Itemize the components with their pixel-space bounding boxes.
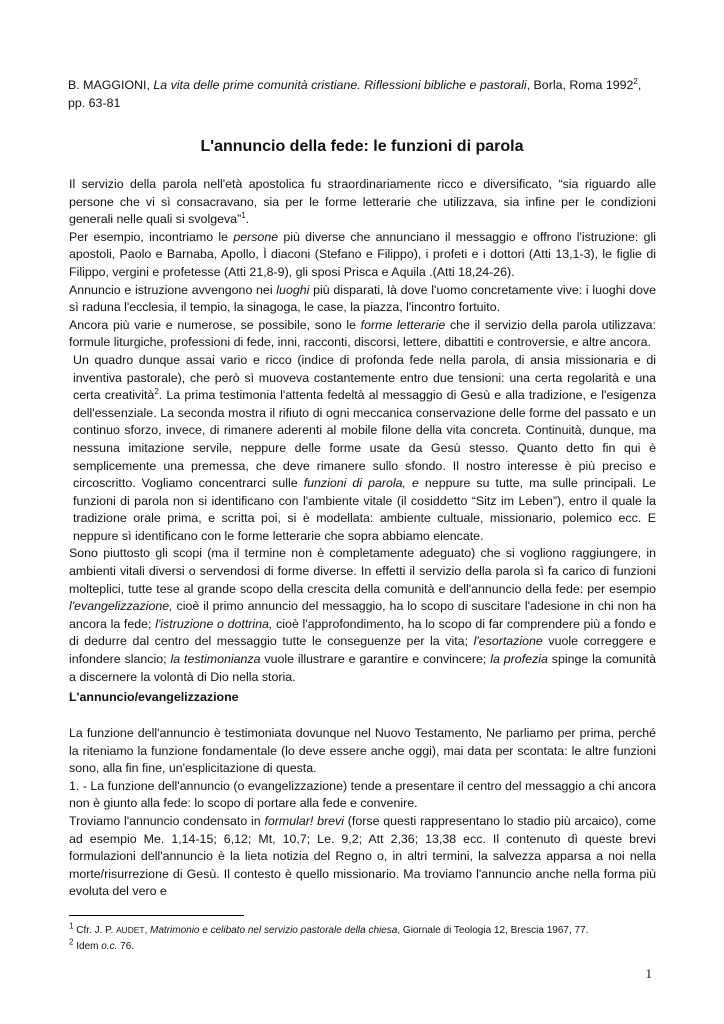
footnote-ref[interactable]: 2	[154, 387, 159, 396]
paragraph: Sono piuttosto gli scopi (ma il termine non è completamente adeguato) che si vogliono raggiungere, in ambienti vitali diversi o servendosi di forme diverse. In effetti il servizio della parola sì fa carico di funzioni molteplici, tutte tese al grande scopo della crescita della comunità e dell'annuncio della fede: per esempio l'evangelizzazione, cioè il primo annuncio del messaggio, ha lo scopo di suscitare l'adesione in chi non ha ancora la fede; l'istruzione o dottrina, cioè l'approfondimento, ha lo scopo di far comprendere più a fondo e di dedurre dal centro del messaggio tutte le conseguenze per la vita; l'esortazione vuole correggere e infondere slancio; la testimonianza vuole illustrare e garantire e convincere; la profezia spinge la comunità a discernere la volontà di Dio nella storia.	[69, 546, 656, 684]
paragraph: Troviamo l'annuncio condensato in formular! brevi (forse questi rappresentano lo stadio più arcaico), come ad esempio Me. 1,14-15; 6,12; Mt, 10,7; Le. 9,2; Att 2,36; 13,38 ecc. Il contenuto dì queste brevi formulazioni dell'annuncio è la lieta notizia del Regno o, in altri termini, la salvezza apparsa a noi nella morte/risurrezione di Gesù. Il contesto è quello missionario. Ma troviamo l'annuncio anche nella forma più evoluta del vero e	[69, 813, 656, 899]
bibliographic-citation	[68, 76, 658, 112]
citation-author: B. MAGGIONI,	[68, 78, 154, 92]
footnote-1: $^1$ Cfr. J. P. AUDET, Matrimonio e celibato nel servizio pastorale della chiesa, Giornale di Teologia 12, Brescia 1967, 77.	[69, 921, 589, 936]
footnote-divider	[69, 915, 244, 916]
citation-title: La vita delle prime comunità cristiane. Riflessioni bibliche e pastorali	[153, 78, 527, 92]
citation-pages: , pp. 63-81	[68, 78, 642, 110]
body-section-2	[69, 725, 656, 901]
section-heading: L'annuncio/evangelizzazione	[69, 690, 239, 704]
body-section-1	[69, 176, 656, 686]
page-number: 1	[645, 966, 652, 981]
paragraph: Annuncio e istruzione avvengono nei luoghi più disparati, là dove l'uomo concretamente vive: i luoghi dove sì raduna l'ecclesia, il tempio, la sinagoga, le case, la piazza, l'incontro fortuito.	[69, 282, 657, 315]
footnotes	[69, 922, 656, 955]
paragraph: 1. - La funzione dell'annuncio (o evangelizzazione) tende a presentare il centro del messaggio a chi ancora non è giunto alla fede: lo scopo di portare alla fede e convenire.	[69, 778, 656, 811]
footnote-2: $^2$ Idem o.c. 76.	[69, 937, 135, 952]
page-title: L'annuncio della fede: le funzioni di parola	[200, 138, 524, 155]
paragraph: Ancora più varie e numerose, se possibile, sono le forme letterarie che il servizio della parola utilizzava: formule liturgiche, professioni di fede, inni, racconti, discorsi, lettere, dibattiti e controversie, e altre ancora.	[69, 317, 656, 350]
citation-publisher: , Borla, Roma 1992	[526, 78, 634, 92]
footnote-ref[interactable]: 1	[241, 211, 246, 221]
paragraph: Il servizio della parola nell'età apostolica fu straordinariamente ricco e diversificato, “sia riguardo alle persone che vi sì consacravano, sia per le forme letterarie che utilizzava, sia infine per le condizioni generali nelle quali si svolgeva”$^1$.	[69, 177, 656, 227]
paragraph: Per esempio, incontriamo le persone più diverse che annunciano il messaggio e offrono l'istruzione: gli apostoli, Paolo e Barnaba, Apollo, Ì diaconi (Stefano e Filippo), i profeti e i dottori (Atti 13,1-3), le figlie di Filippo, vergini e profetesse (Atti 21,8-9), gli sposi Prisca e Aquila .(Atti 18,24-26).	[69, 229, 656, 279]
citation-edition: 2	[633, 76, 638, 86]
paragraph: La funzione dell'annuncio è testimoniata dovunque nel Nuovo Testamento, Ne parliamo per prima, perché la riteniamo la funzione fondamentale (lo deve essere anche oggi), mai data per scontata: le altre funzioni sono, alla fin fine, un'esplicitazione di questa.	[69, 726, 656, 776]
paragraph: Un quadro dunque assai vario e ricco (indice di profonda fede nella parola, di ansia missionaria e di inventiva pastorale), che però sì muoveva costantemente entro due tensioni: una certa regolarità e una certa creatività$^2$. La prima testimonia l'attenta fedeltà al messaggio di Gesù e alla tradizione, e l'esigenza dell'essenziale. La seconda mostra il rifiuto di ogni meccanica conservazione delle forme del passato e un continuo sforzo, invece, di rimanere aderenti al mobile filone della vita concreta. Continuità, dunque, ma nessuna imitazione servile, neppure delle forme usate da Gesù stesso. Quanto detto fin qui è semplicemente una premessa, che deve rimanere sullo sfondo. Il nostro interesse è più preciso e circoscritto. Vogliamo concentrarci sulle funzioni di parola, e neppure su tutte, ma sulle principali. Le funzioni di parola non si identificano con l'ambiente vitale (il cosiddetto “Sitz im Leben”), entro il quale la tradizione orale prima, e scritta poi, si è modellata: ambiente cultuale, missionario, polemico ecc. E neppure sì identificano con le forme letterarie che sopra abbiamo elencate.	[73, 352, 656, 543]
